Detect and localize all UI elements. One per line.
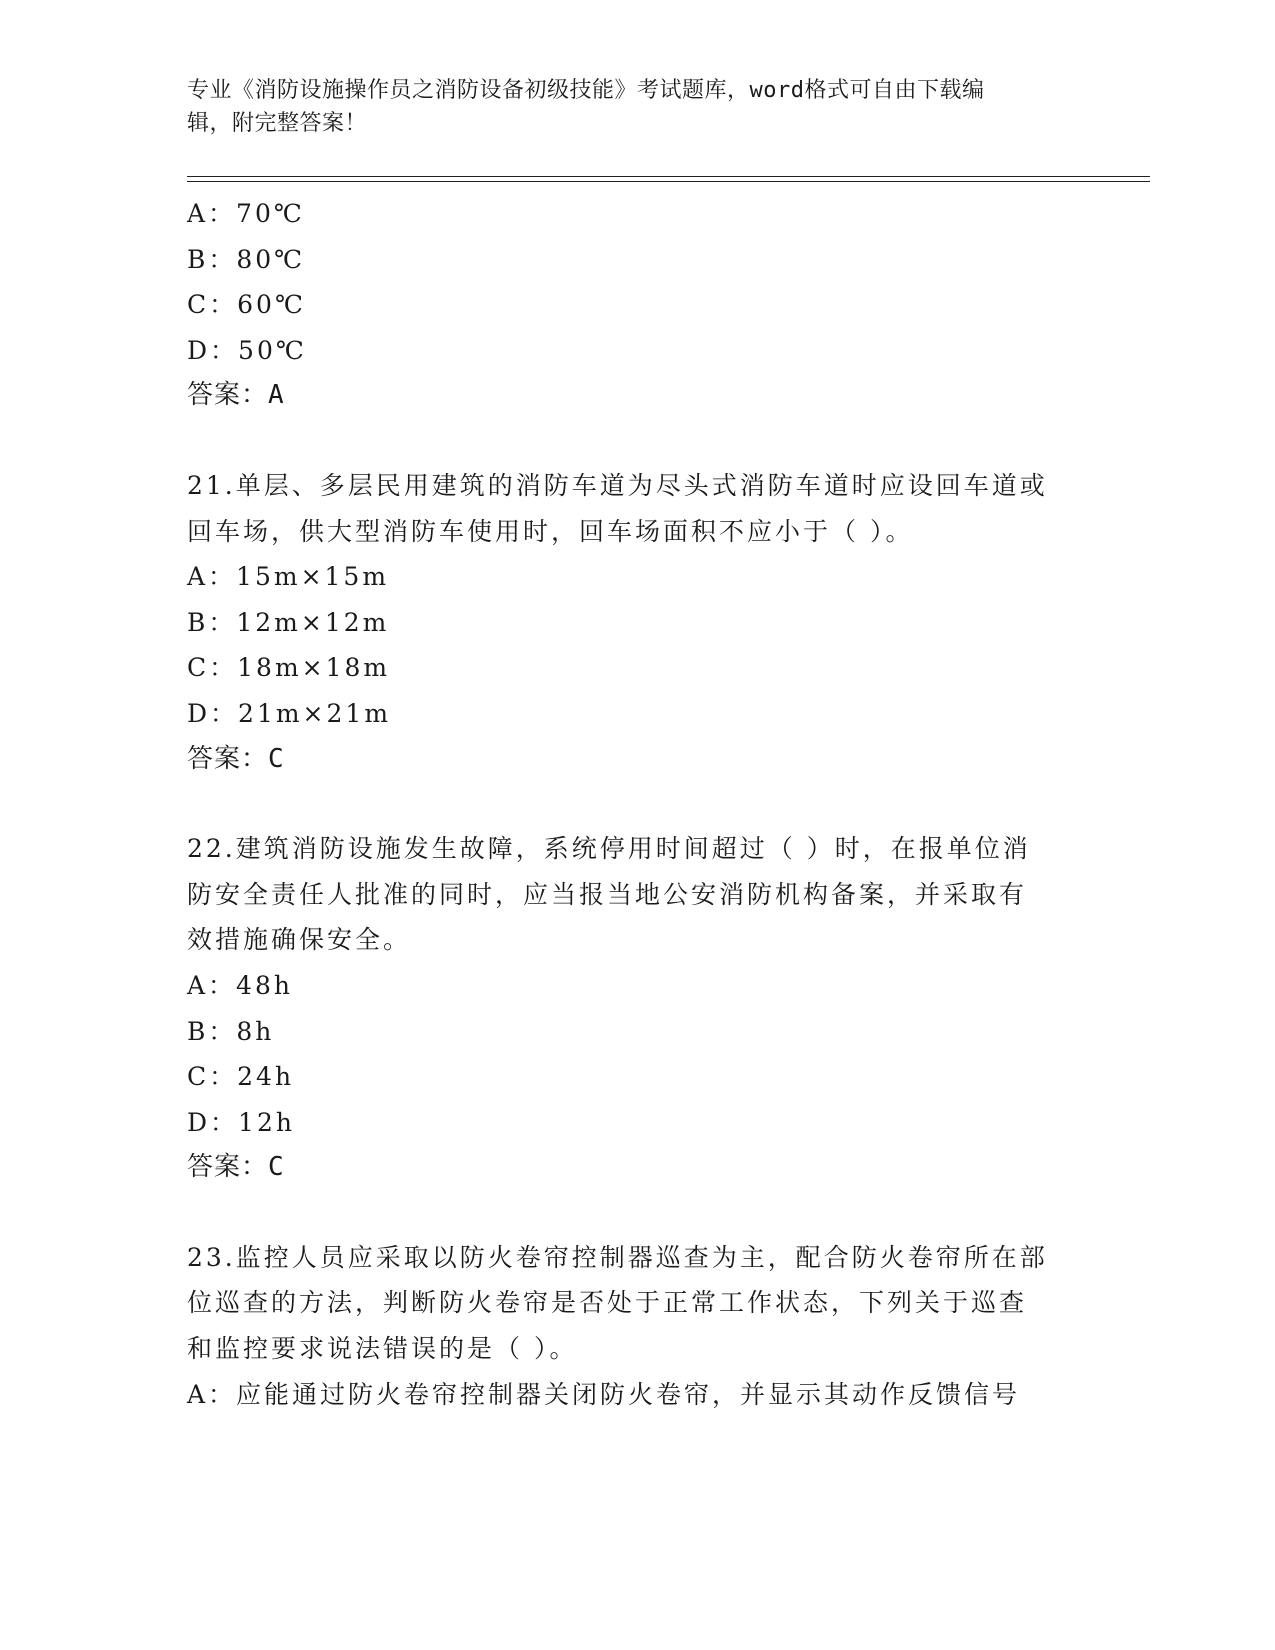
- option-d: D：21m×21m: [187, 698, 392, 728]
- question-21-text: [187, 463, 1087, 554]
- answer-line: [187, 1145, 1087, 1191]
- question-line: 防安全责任人批准的同时，应当报当地公安消防机构备案，并采取有: [187, 879, 1028, 909]
- option-c: C：60℃: [187, 290, 306, 320]
- option-c: C：18m×18m: [187, 653, 391, 683]
- answer-line: [187, 373, 1087, 419]
- header-divider-bottom: [187, 181, 1150, 182]
- question-22-block: [187, 826, 1087, 1191]
- option-d: D：12h: [187, 1107, 295, 1137]
- option-a: A：应能通过防火卷帘控制器关闭防火卷帘，并显示其动作反馈信号: [187, 1379, 1021, 1409]
- option-a: A：15m×15m: [187, 562, 390, 592]
- option-b: B：8h: [187, 1016, 275, 1046]
- answer-label: 答案：: [187, 743, 269, 774]
- option-d: D：50℃: [187, 335, 307, 365]
- option-c: C：24h: [187, 1062, 295, 1092]
- option-a: A：48h: [187, 970, 293, 1000]
- header-divider-top: [187, 176, 1150, 177]
- option-b: B：80℃: [187, 244, 306, 274]
- spacer: [187, 1191, 1087, 1235]
- answer-value: C: [268, 743, 285, 774]
- answer-value: A: [268, 380, 285, 411]
- question-22-text: [187, 826, 1087, 963]
- answer-label: 答案：: [187, 380, 269, 411]
- spacer: [187, 782, 1087, 826]
- option-a: A：70℃: [187, 199, 305, 228]
- header-line-2: 辑，附完整答案！: [187, 111, 368, 136]
- question-line: 21.单层、多层民用建筑的消防车道为尽头式消防车道时应设回车道或: [187, 470, 1048, 500]
- document-header: [187, 74, 1067, 140]
- answer-value: C: [268, 1152, 285, 1183]
- question-21-block: [187, 463, 1087, 782]
- question-line: 和监控要求说法错误的是（ ）。: [187, 1334, 578, 1364]
- question-line: 回车场，供大型消防车使用时，回车场面积不应小于（ ）。: [187, 516, 914, 546]
- question-20-block: [187, 191, 1087, 419]
- question-line: 23.监控人员应采取以防火卷帘控制器巡查为主，配合防火卷帘所在部: [187, 1242, 1048, 1272]
- header-line-1: 专业《消防设施操作员之消防设备初级技能》考试题库，word格式可自由下载编: [187, 78, 985, 103]
- question-line: 22.建筑消防设施发生故障，系统停用时间超过（ ）时，在报单位消: [187, 834, 1031, 864]
- question-line: 效措施确保安全。: [187, 925, 412, 955]
- spacer: [187, 419, 1087, 463]
- question-23-text: [187, 1235, 1087, 1372]
- question-23-block: [187, 1235, 1087, 1417]
- question-list: [187, 191, 1087, 1417]
- option-b: B：12m×12m: [187, 607, 390, 637]
- question-line: 位巡查的方法，判断防火卷帘是否处于正常工作状态，下列关于巡查: [187, 1288, 1028, 1318]
- answer-label: 答案：: [187, 1152, 269, 1183]
- answer-line: [187, 737, 1087, 783]
